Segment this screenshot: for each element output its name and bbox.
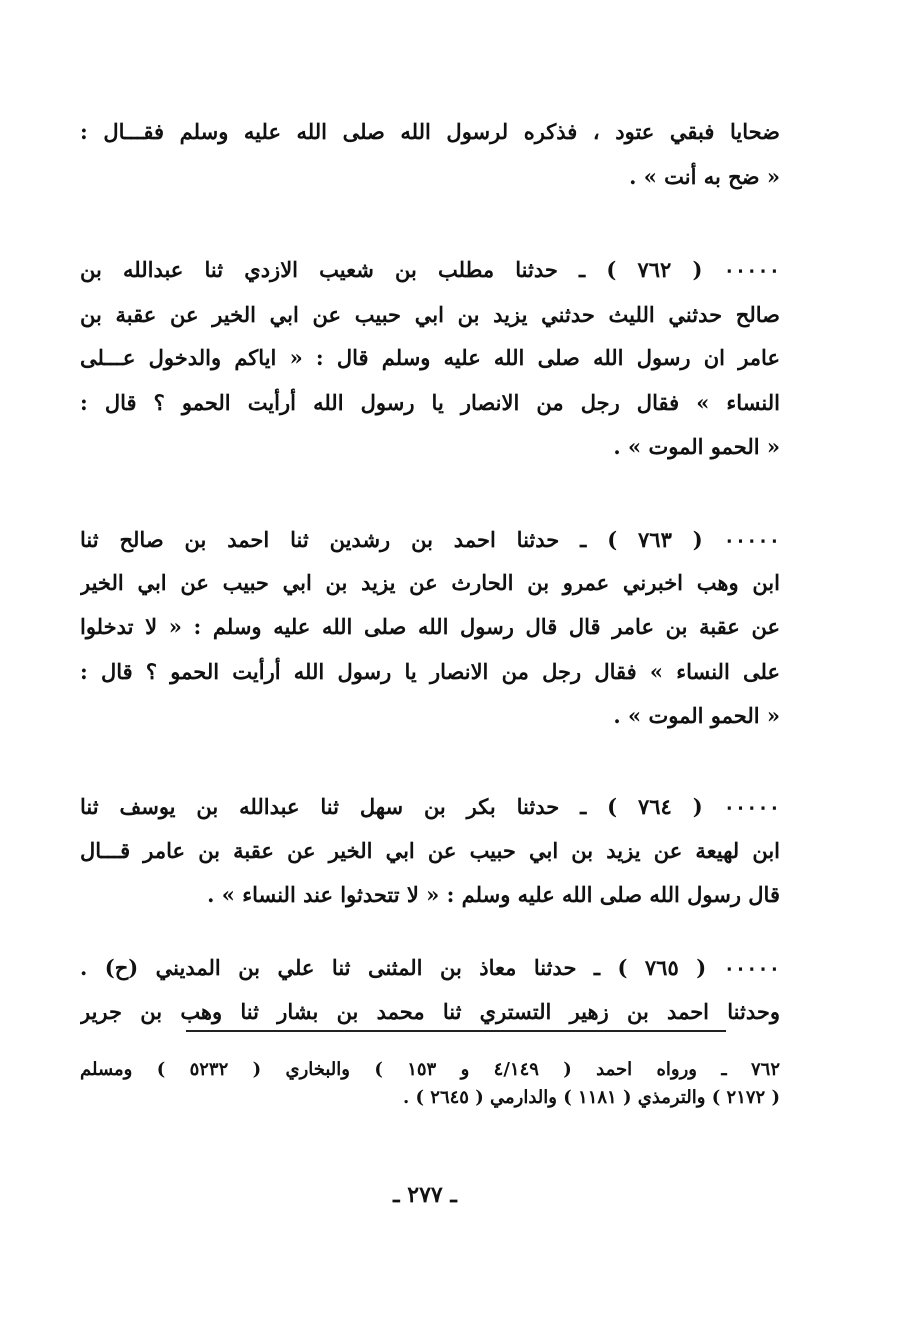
hadith-765-line: وحدثنا احمد بن زهير التستري ثنا محمد بن بشار ثنا وهب بن جرير (80, 999, 780, 1024)
footnote-line: ٧٦٢ ـ ورواه احمد ( ٤/١٤٩ و ١٥٣ ) والبخاري ( ٥٢٣٢ ) ومسلم (80, 1059, 780, 1080)
hadith-762-line: النساء » فقال رجل من الانصار يا رسول الله أرأيت الحمو ؟ قال : (80, 390, 780, 415)
hadith-765-line: ٠٠٠٠٠ ( ٧٦٥ ) ـ حدثنا معاذ بن المثنى ثنا علي بن المديني (ح) . (80, 955, 780, 980)
hadith-764-line: قال رسول الله صلى الله عليه وسلم : « لا تتحدثوا عند النساء » . (207, 882, 780, 907)
hadith-762-line: عامر ان رسول الله صلى الله عليه وسلم قال : « اياكم والدخول عـــلى (80, 345, 780, 370)
hadith-763-line: عن عقبة بن عامر قال قال رسول الله صلى الله عليه وسلم : « لا تدخلوا (80, 614, 780, 639)
hadith-763-line: على النساء » فقال رجل من الانصار يا رسول الله أرأيت الحمو ؟ قال : (80, 659, 780, 684)
text-line: « ضح به أنت » . (629, 164, 780, 189)
text-line: ضحايا فبقي عتود ، فذكره لرسول الله صلى الله عليه وسلم فقـــال : (80, 119, 780, 144)
hadith-762-line: ٠٠٠٠٠ ( ٧٦٢ ) ـ حدثنا مطلب بن شعيب الازدي ثنا عبدالله بن (80, 257, 780, 282)
hadith-764-line: ابن لهيعة عن يزيد بن ابي حبيب عن ابي الخير عن عقبة بن عامر قـــال (80, 838, 780, 863)
footnote-separator (186, 1030, 726, 1032)
hadith-762-line: صالح حدثني الليث حدثني يزيد بن ابي حبيب عن ابي الخير عن عقبة بن (80, 302, 780, 327)
footnote-line: ( ٢١٧٢ ) والترمذي ( ١١٨١ ) والدارمي ( ٢٦٤٥ ) . (402, 1087, 780, 1108)
hadith-763-line: ابن وهب اخبرني عمرو بن الحارث عن يزيد بن ابي حبيب عن ابي الخير (80, 570, 780, 595)
hadith-763-line: « الحمو الموت » . (613, 703, 780, 728)
hadith-763-line: ٠٠٠٠٠ ( ٧٦٣ ) ـ حدثنا احمد بن رشدين ثنا احمد بن صالح ثنا (80, 527, 780, 552)
hadith-764-line: ٠٠٠٠٠ ( ٧٦٤ ) ـ حدثنا بكر بن سهل ثنا عبدالله بن يوسف ثنا (80, 794, 780, 819)
hadith-762-line: « الحمو الموت » . (613, 434, 780, 459)
page-number: ـ ٢٧٧ ـ (393, 1182, 457, 1208)
